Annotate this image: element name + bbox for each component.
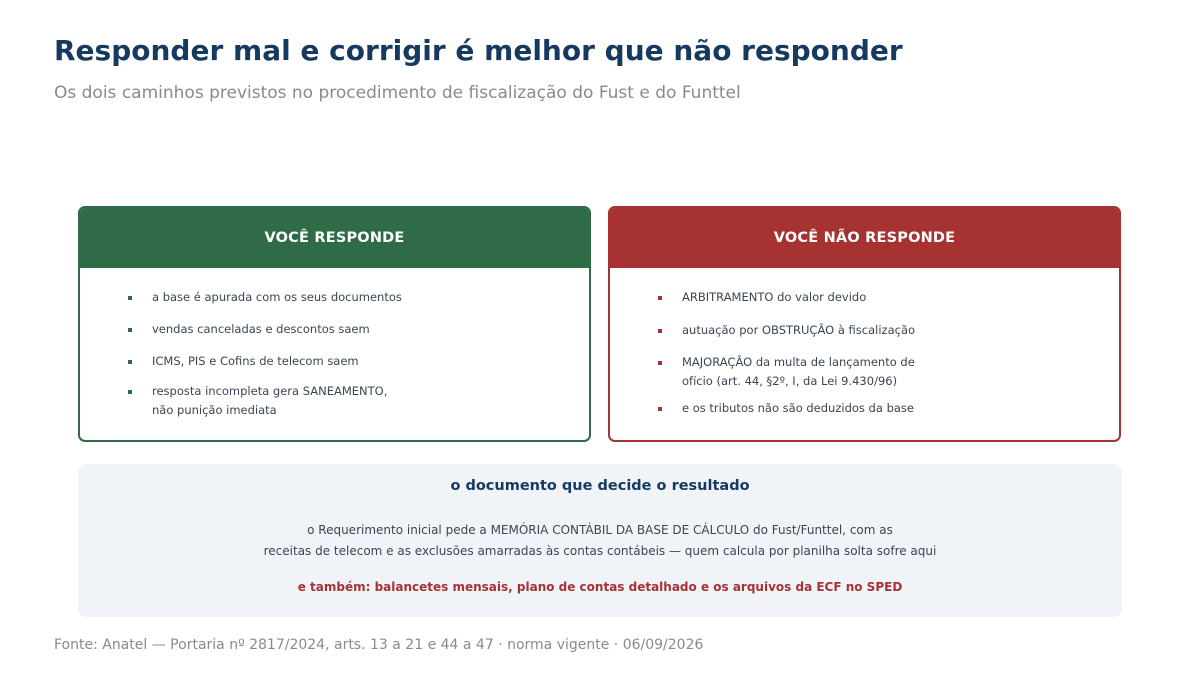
list-item: e os tributos não são deduzidos da base bbox=[658, 399, 1099, 418]
list-item: ARBITRAMENTO do valor devido bbox=[658, 288, 1099, 307]
panel-body bbox=[78, 520, 1122, 562]
card-you-respond-heading: VOCÊ RESPONDE bbox=[80, 208, 589, 268]
page-title: Responder mal e corrigir é melhor que não responder bbox=[54, 34, 903, 67]
bullet-icon bbox=[128, 360, 132, 364]
bullet-icon bbox=[128, 328, 132, 332]
source-footnote: Fonte: Anatel — Portaria nº 2817/2024, arts. 13 a 21 e 44 a 47 · norma vigente · 06/09/2026 bbox=[54, 637, 704, 653]
bullet-icon bbox=[658, 361, 662, 365]
bullet-icon bbox=[658, 329, 662, 333]
bullet-icon bbox=[128, 296, 132, 300]
list-item: autuação por OBSTRUÇÃO à fiscalização bbox=[658, 321, 1099, 340]
list-item: MAJORAÇÃO da multa de lançamento de ofício (art. 44, §2º, I, da Lei 9.430/96) bbox=[658, 353, 1099, 391]
panel-body-line: o Requerimento inicial pede a MEMÓRIA CONTÁBIL DA BASE DE CÁLCULO do Fust/Funttel, com as bbox=[307, 523, 893, 537]
card-you-dont-respond-heading: VOCÊ NÃO RESPONDE bbox=[610, 208, 1119, 268]
list-item: vendas canceladas e descontos saem bbox=[128, 320, 569, 339]
card-you-respond bbox=[78, 206, 591, 442]
page-subtitle: Os dois caminhos previstos no procedimento de fiscalização do Fust e do Funttel bbox=[54, 83, 741, 103]
list-item: resposta incompleta gera SANEAMENTO, não punição imediata bbox=[128, 382, 569, 420]
bullet-icon bbox=[658, 296, 662, 300]
panel-note: e também: balancetes mensais, plano de contas detalhado e os arquivos da ECF no SPED bbox=[297, 580, 903, 594]
card-you-dont-respond bbox=[608, 206, 1121, 442]
list-item: a base é apurada com os seus documentos bbox=[128, 288, 569, 307]
bullet-icon bbox=[128, 390, 132, 394]
list-item: ICMS, PIS e Cofins de telecom saem bbox=[128, 352, 569, 371]
panel-body-line: receitas de telecom e as exclusões amarradas às contas contábeis — quem calcula por planilha solta sofre aqui bbox=[263, 544, 937, 558]
bullet-icon bbox=[658, 407, 662, 411]
decisive-document-panel bbox=[78, 464, 1122, 617]
panel-title: o documento que decide o resultado bbox=[450, 478, 750, 494]
